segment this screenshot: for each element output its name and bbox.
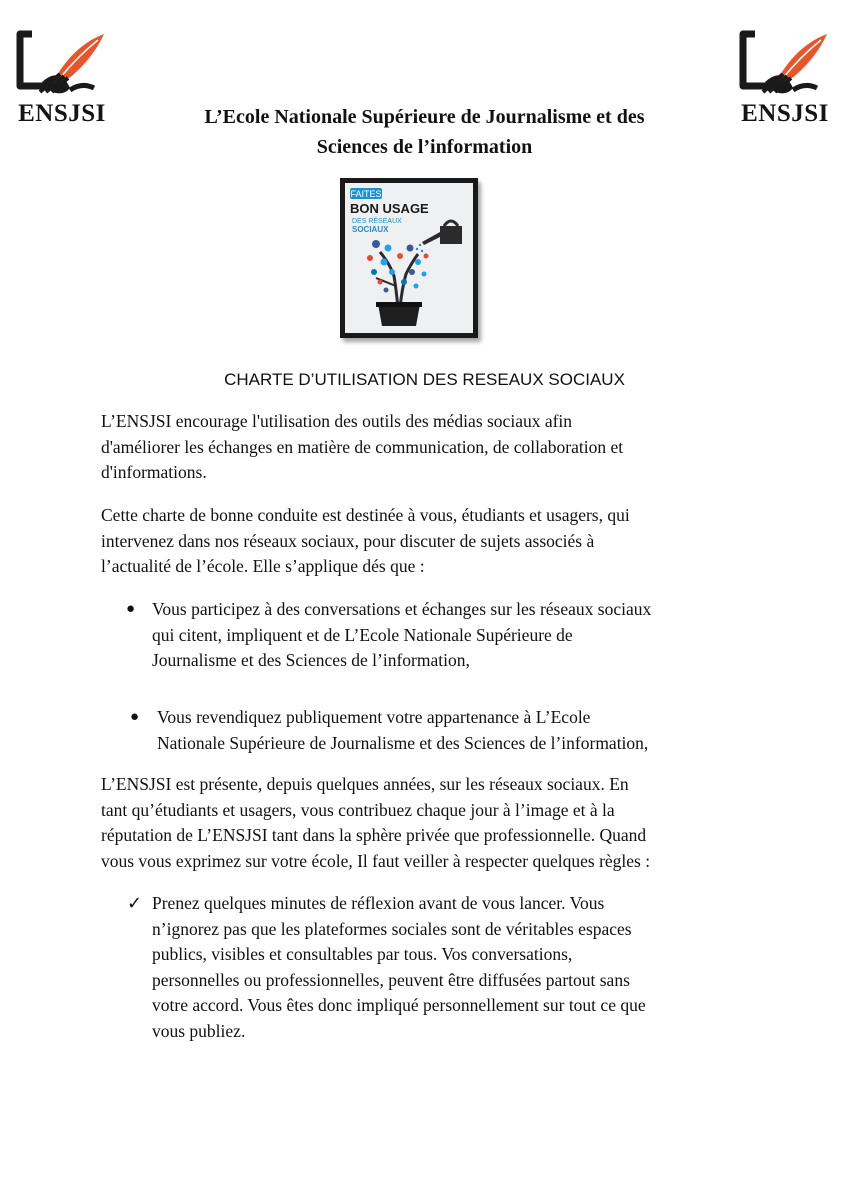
poster-sociaux-text: SOCIAUX bbox=[352, 225, 389, 234]
poster-des-reseaux-text: DES RÉSEAUX bbox=[352, 218, 402, 225]
checklist-text bbox=[152, 891, 752, 1044]
text-line: réputation de L’ENSJSI tant dans la sphère privée que professionnelle. Quand bbox=[101, 825, 647, 845]
text-line: personnelles ou professionnelles, peuvent être diffusées partout sans bbox=[152, 969, 630, 990]
poster-bon-usage-text: BON USAGE bbox=[350, 201, 429, 216]
charter-title: CHARTE D’UTILISATION DES RESEAUX SOCIAUX bbox=[224, 370, 625, 389]
text-line: L’ENSJSI encourage l'utilisation des outils des médias sociaux afin bbox=[101, 411, 573, 431]
text-line: Journalisme et des Sciences de l’information, bbox=[152, 650, 470, 670]
logo-text: ENSJSI bbox=[741, 100, 829, 127]
bullet-icon: ● bbox=[126, 601, 136, 617]
book-quill-icon bbox=[12, 26, 112, 104]
presence-paragraph bbox=[101, 772, 741, 874]
text-line: Cette charte de bonne conduite est destinée à vous, étudiants et usagers, qui bbox=[101, 505, 630, 525]
text-line: l’actualité de l’école. Elle s’applique dés que : bbox=[101, 556, 425, 576]
flower-pot-icon bbox=[376, 302, 422, 326]
text-line: Prenez quelques minutes de réflexion avant de vous lancer. Vous bbox=[152, 893, 605, 913]
checkmark-icon: ✓ bbox=[127, 893, 143, 914]
text-line: Vous revendiquez publiquement votre appartenance à L’Ecole bbox=[157, 707, 591, 727]
poster-faites-text: FAITES bbox=[350, 189, 382, 199]
social-media-poster bbox=[340, 178, 478, 338]
text-line: qui citent, impliquent et de L’Ecole Nationale Supérieure de bbox=[152, 624, 573, 645]
bullet-text bbox=[152, 597, 792, 674]
text-line: intervenez dans nos réseaux sociaux, pour discuter de sujets associés à bbox=[101, 530, 595, 551]
text-line: publics, visibles et consultables par tous. Vos conversations, bbox=[152, 944, 573, 964]
school-name-heading bbox=[0, 102, 849, 162]
text-line: tant qu’étudiants et usagers, vous contribuez chaque jour à l’image et à la bbox=[101, 799, 615, 820]
text-line: n’ignorez pas que les plateformes sociales sont de véritables espaces bbox=[152, 918, 632, 939]
text-line: votre accord. Vous êtes donc impliqué personnellement sur tout ce que bbox=[152, 995, 646, 1015]
text-line: Nationale Supérieure de Journalisme et des Sciences de l’information, bbox=[157, 732, 649, 753]
text-line: vous vous exprimez sur votre école, Il faut veiller à respecter quelques règles : bbox=[101, 850, 651, 871]
bullet-icon: ● bbox=[130, 709, 140, 725]
intro-paragraph bbox=[101, 409, 741, 486]
text-line: L’ENSJSI est présente, depuis quelques années, sur les réseaux sociaux. En bbox=[101, 774, 629, 794]
book-quill-icon bbox=[735, 26, 835, 104]
school-name-line-2: Sciences de l’information bbox=[316, 136, 533, 158]
text-line: d'informations. bbox=[101, 462, 207, 482]
text-line: vous publiez. bbox=[152, 1020, 246, 1041]
logo-text: ENSJSI bbox=[18, 100, 106, 127]
school-name-line-1: L’Ecole Nationale Supérieure de Journalisme et des bbox=[204, 106, 645, 128]
scope-paragraph bbox=[101, 503, 741, 580]
text-line: Vous participez à des conversations et échanges sur les réseaux sociaux bbox=[152, 599, 652, 619]
text-line: d'améliorer les échanges en matière de communication, de collaboration et bbox=[101, 436, 624, 457]
bullet-text bbox=[157, 705, 797, 756]
